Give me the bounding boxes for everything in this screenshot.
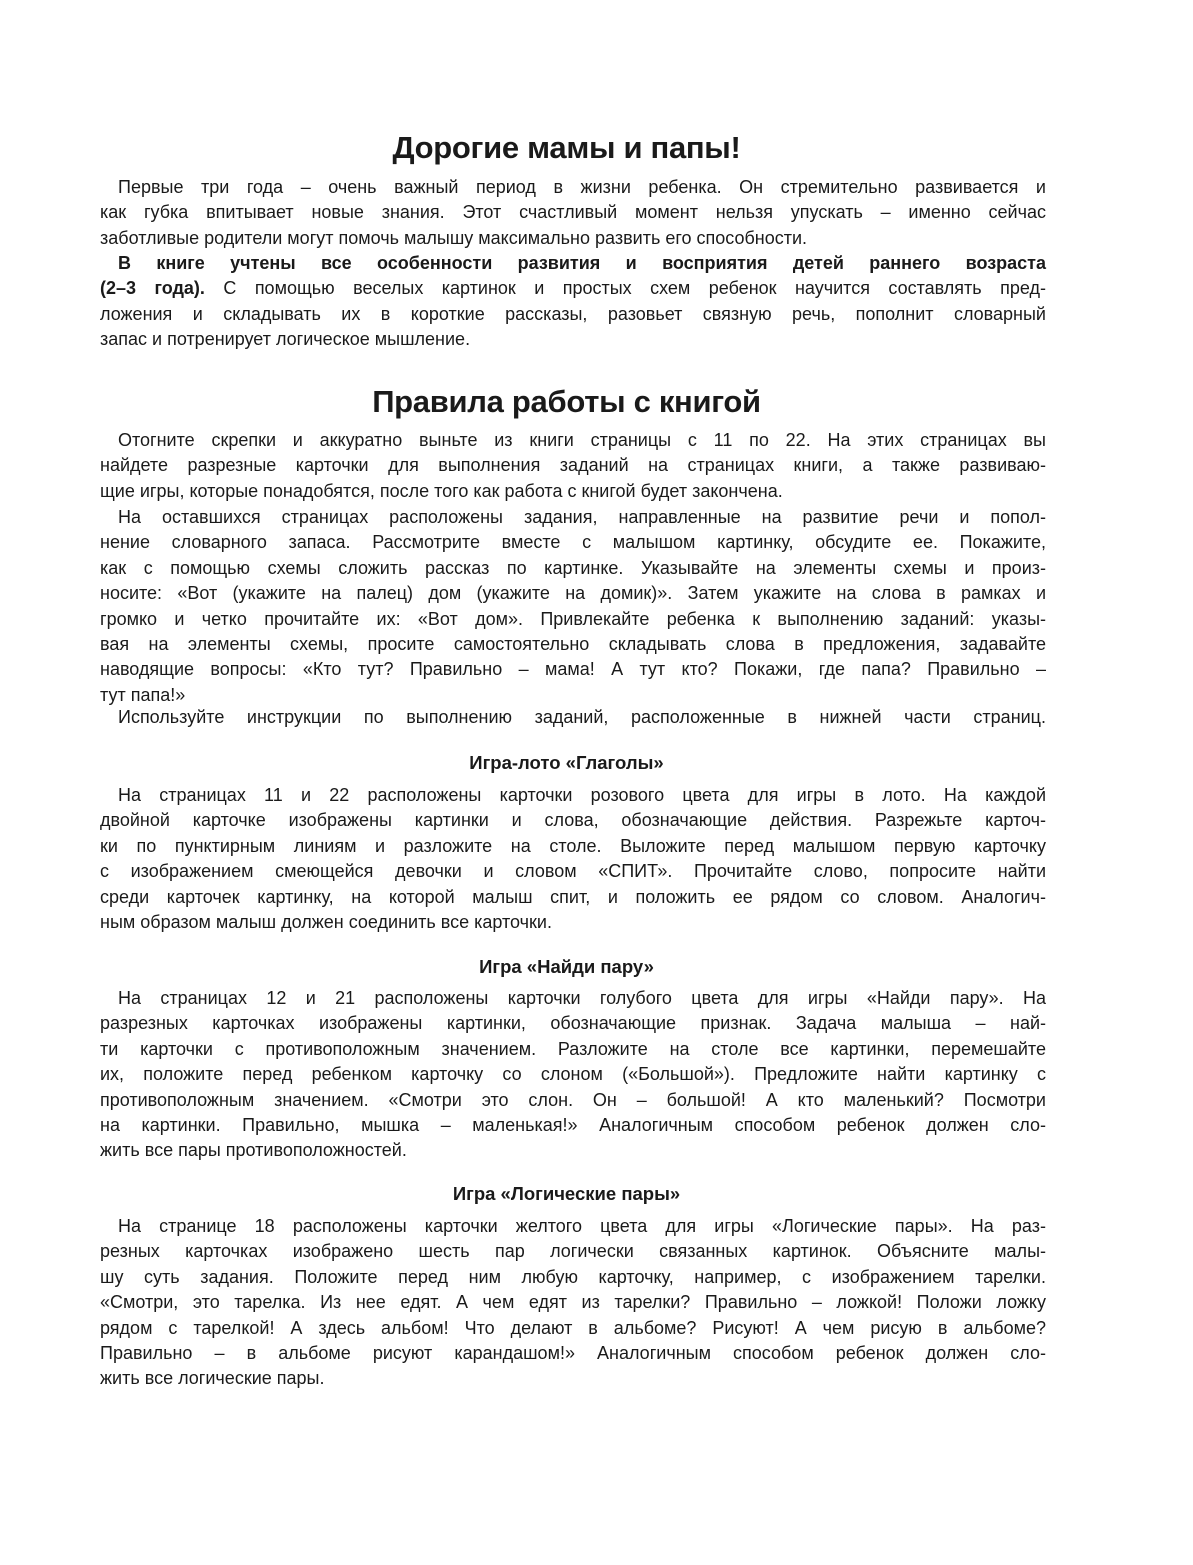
text-line: Используйте инструкции по выполнению заданий, расположенные в нижней части страниц.	[118, 707, 1046, 727]
text-line: Первые три года – очень важный период в жизни ребенка. Он стремительно развивается и	[118, 177, 1046, 197]
text-line: среди карточек картинку, на которой малыш спит, и положить ее рядом со словом. Аналогич-	[100, 886, 1046, 907]
text-line: как с помощью схемы сложить рассказ по картинке. Указывайте на элементы схемы и произ-	[100, 557, 1046, 578]
text-line: ти карточки с противоположным значением. Разложите на столе все картинки, перемешайте	[100, 1038, 1046, 1059]
game3-paragraph	[100, 1214, 1046, 1392]
text-line: с изображением смеющейся девочки и словом «СПИТ». Прочитайте слово, попросите найти	[100, 861, 1046, 882]
bold-text: В книге учтены все особенности развития и восприятия детей раннего возраста	[118, 253, 1046, 273]
text-line: ным образом малыш должен соединить все карточки.	[100, 911, 552, 932]
text-line: Отогните скрепки и аккуратно выньте из книги страницы с 11 по 22. На этих страницах вы	[118, 430, 1046, 450]
text-line: на картинки. Правильно, мышка – маленькая!» Аналогичным способом ребенок должен сло-	[100, 1114, 1046, 1135]
rules-paragraph-1	[100, 428, 1046, 504]
text-line: двойной карточке изображены картинки и слова, обозначающие действия. Разрежьте карточ-	[100, 810, 1046, 831]
text-line: как губка впитывает новые знания. Этот счастливый момент нельзя упускать – именно сейчас	[100, 202, 1046, 223]
text-line: щие игры, которые понадобятся, после того как работа с книгой будет закончена.	[100, 480, 783, 501]
text-line: ложения и складывать их в короткие рассказы, разовьет связную речь, пополнит словарный	[100, 303, 1046, 324]
game3-heading: Игра «Логические пары»	[452, 1183, 681, 1204]
text-line	[100, 251, 1046, 276]
text-line: На странице 18 расположены карточки желтого цвета для игры «Логические пары». На раз-	[118, 1216, 1046, 1236]
text-line: На оставшихся страницах расположены задания, направленные на развитие речи и попол-	[118, 507, 1046, 527]
text-line: найдете разрезные карточки для выполнения заданий на страницах книги, а также развиваю-	[100, 455, 1046, 476]
regular-text: С помощью веселых картинок и простых схем ребенок научится составлять пред-	[204, 278, 1046, 299]
text-line: шу суть задания. Положите перед ним любую карточку, например, с изображением тарелки.	[100, 1266, 1046, 1287]
text-line	[100, 276, 1046, 301]
text-line: На страницах 11 и 22 расположены карточки розового цвета для игры в лото. На каждой	[118, 785, 1046, 805]
text-line: заботливые родители могут помочь малышу максимально развить его способности.	[100, 227, 808, 248]
game1-paragraph	[100, 783, 1046, 935]
text-line: «Смотри, это тарелка. Из нее едят. А чем едят из тарелки? Правильно – ложкой! Положи ложку	[100, 1292, 1046, 1313]
text-line: резных карточках изображено шесть пар логически связанных картинок. Объясните малы-	[100, 1241, 1046, 1262]
rules-paragraph-2	[100, 505, 1046, 708]
text-line: запас и потренирует логическое мышление.	[100, 329, 471, 350]
text-line: нение словарного запаса. Рассмотрите вместе с малышом картинку, обсудите ее. Покажите,	[100, 532, 1046, 553]
text-line: тут папа!»	[100, 684, 186, 705]
game2-paragraph	[100, 986, 1046, 1164]
intro-bold-paragraph	[100, 251, 1046, 353]
text-line: Правильно – в альбоме рисуют карандашом!» Аналогичным способом ребенок должен сло-	[100, 1342, 1046, 1363]
text-line: наводящие вопросы: «Кто тут? Правильно – мама! А тут кто? Покажи, где папа? Правильно –	[100, 659, 1046, 680]
text-line: ки по пунктирным линиям и разложите на столе. Выложите перед малышом первую карточку	[100, 835, 1046, 856]
page-title-rules: Правила работы с книгой	[372, 384, 761, 419]
text-line: громко и четко прочитайте их: «Вот дом». Привлекайте ребенка к выполнению заданий: указы-	[100, 608, 1046, 629]
game1-heading: Игра-лото «Глаголы»	[469, 752, 664, 773]
bold-text: (2–3 года).	[100, 278, 205, 299]
text-line: противоположным значением. «Смотри это слон. Он – большой! А кто маленький? Посмотри	[100, 1089, 1046, 1110]
text-line: жить все пары противоположностей.	[100, 1140, 407, 1161]
text-line: рядом с тарелкой! А здесь альбом! Что делают в альбоме? Рисуют! А чем рисую в альбоме?	[100, 1317, 1046, 1338]
page-title-parents: Дорогие мамы и папы!	[392, 130, 741, 165]
rules-paragraph-3	[100, 705, 1046, 730]
text-line: жить все логические пары.	[100, 1368, 325, 1389]
text-line: носите: «Вот (укажите на палец) дом (укажите на домик)». Затем укажите на слова в рамках и	[100, 583, 1046, 604]
game2-heading: Игра «Найди пару»	[479, 956, 654, 977]
text-line: разрезных карточках изображены картинки, обозначающие признак. Задача малыша – най-	[100, 1013, 1046, 1034]
text-line: вая на элементы схемы, просите самостоятельно складывать слова в предложения, задавайте	[100, 633, 1046, 654]
text-line: На страницах 12 и 21 расположены карточки голубого цвета для игры «Найди пару». На	[118, 988, 1046, 1008]
intro-paragraph	[100, 175, 1046, 251]
text-line: их, положите перед ребенком карточку со слоном («Большой»). Предложите найти картинку с	[100, 1064, 1046, 1085]
